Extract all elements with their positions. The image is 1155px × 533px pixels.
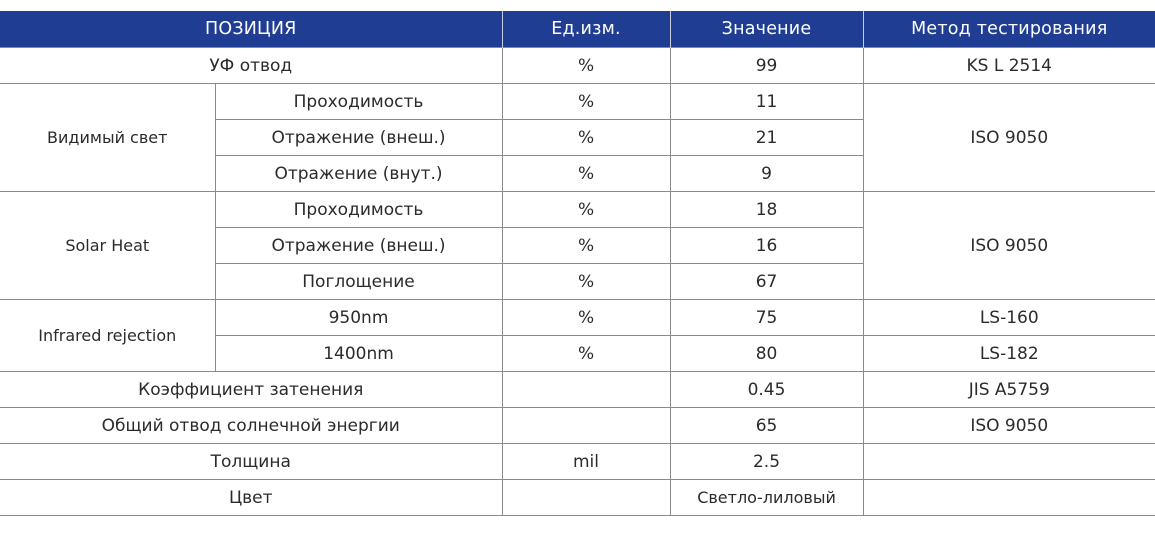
- row-value: 99: [670, 48, 863, 84]
- row-label: Цвет: [0, 480, 502, 516]
- table-row: [0, 300, 1155, 336]
- row-value: 16: [670, 228, 863, 264]
- row-unit: %: [502, 300, 670, 336]
- row-unit: [502, 408, 670, 444]
- row-unit: mil: [502, 444, 670, 480]
- row-value: 9: [670, 156, 863, 192]
- row-label: Проходимость: [215, 84, 502, 120]
- row-label: Коэффициент затенения: [0, 372, 502, 408]
- row-label: 950nm: [215, 300, 502, 336]
- row-label: УФ отвод: [0, 48, 502, 84]
- row-value: 80: [670, 336, 863, 372]
- row-value: 0.45: [670, 372, 863, 408]
- spec-table: [0, 11, 1155, 516]
- row-unit: %: [502, 84, 670, 120]
- header-method: Метод тестирования: [863, 11, 1155, 48]
- group-label: Infrared rejection: [0, 300, 215, 372]
- row-value: 67: [670, 264, 863, 300]
- row-label: Общий отвод солнечной энергии: [0, 408, 502, 444]
- header-unit: Ед.изм.: [502, 11, 670, 48]
- row-method: JIS A5759: [863, 372, 1155, 408]
- row-unit: %: [502, 264, 670, 300]
- row-unit: %: [502, 48, 670, 84]
- row-label: Толщина: [0, 444, 502, 480]
- header-position: ПОЗИЦИЯ: [0, 11, 502, 48]
- table-row: [0, 408, 1155, 444]
- row-value: Светло-лиловый: [670, 480, 863, 516]
- row-method: KS L 2514: [863, 48, 1155, 84]
- row-unit: %: [502, 192, 670, 228]
- row-label: Отражение (внут.): [215, 156, 502, 192]
- row-method: LS-160: [863, 300, 1155, 336]
- row-unit: [502, 372, 670, 408]
- row-unit: %: [502, 156, 670, 192]
- table-row: [0, 480, 1155, 516]
- row-label: Поглощение: [215, 264, 502, 300]
- table-row: [0, 48, 1155, 84]
- row-value: 2.5: [670, 444, 863, 480]
- group-label: Видимый свет: [0, 84, 215, 192]
- row-label: Отражение (внеш.): [215, 228, 502, 264]
- row-label: 1400nm: [215, 336, 502, 372]
- row-label: Отражение (внеш.): [215, 120, 502, 156]
- table-row: [0, 444, 1155, 480]
- row-value: 75: [670, 300, 863, 336]
- group-method: ISO 9050: [863, 192, 1155, 300]
- header-value: Значение: [670, 11, 863, 48]
- row-method: [863, 444, 1155, 480]
- row-value: 18: [670, 192, 863, 228]
- row-unit: [502, 480, 670, 516]
- table-row: [0, 84, 1155, 120]
- row-method: ISO 9050: [863, 408, 1155, 444]
- row-unit: %: [502, 228, 670, 264]
- row-unit: %: [502, 336, 670, 372]
- row-label: Проходимость: [215, 192, 502, 228]
- row-value: 11: [670, 84, 863, 120]
- row-value: 21: [670, 120, 863, 156]
- row-unit: %: [502, 120, 670, 156]
- row-value: 65: [670, 408, 863, 444]
- table-header-row: [0, 11, 1155, 48]
- row-method: LS-182: [863, 336, 1155, 372]
- group-label: Solar Heat: [0, 192, 215, 300]
- row-method: [863, 480, 1155, 516]
- table-row: [0, 372, 1155, 408]
- group-method: ISO 9050: [863, 84, 1155, 192]
- table-row: [0, 192, 1155, 228]
